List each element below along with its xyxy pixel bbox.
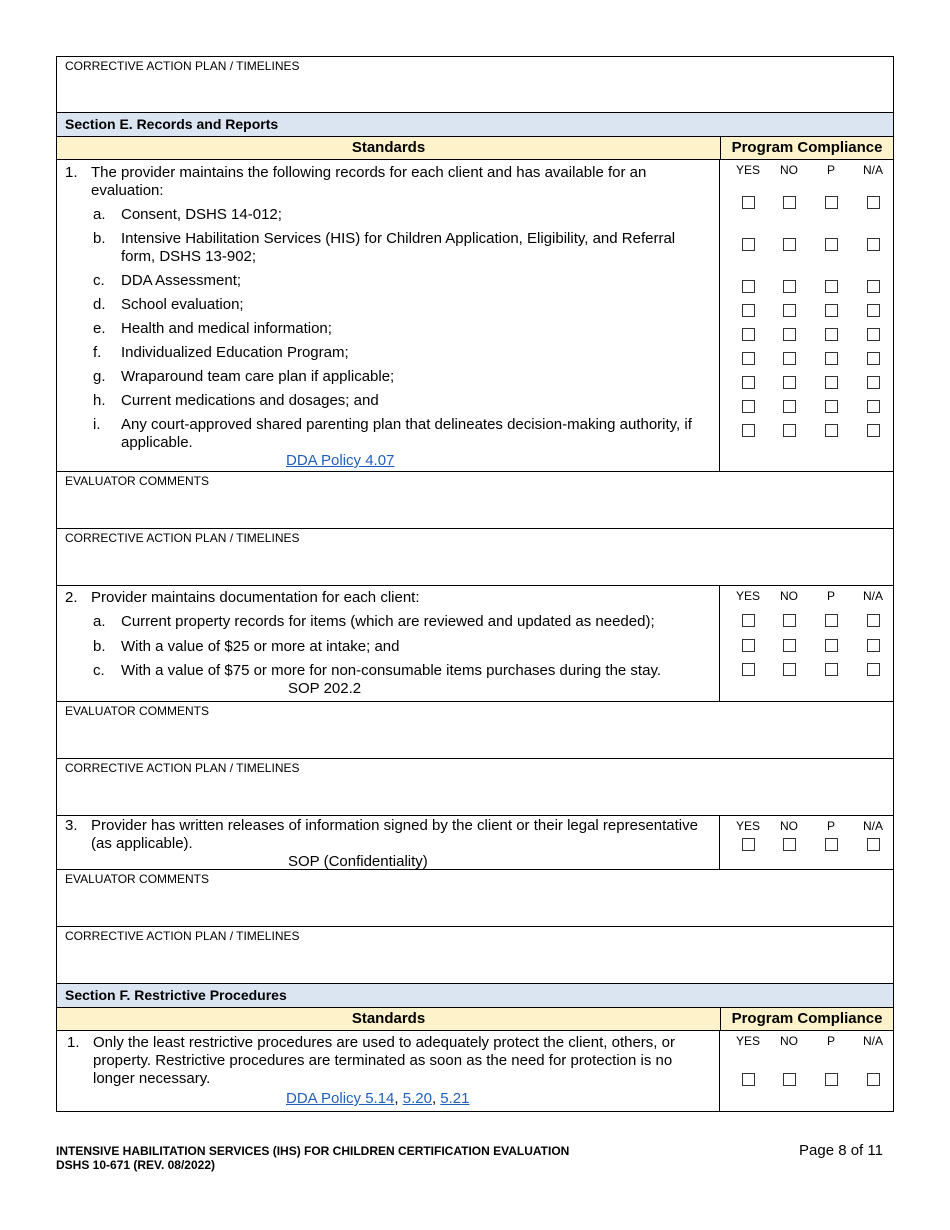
section-e-question-2 (56, 586, 894, 702)
question-text: Provider maintains documentation for each client: (91, 589, 420, 606)
evaluation-form (56, 56, 894, 1112)
checkbox-partial[interactable] (825, 663, 838, 676)
footer-form-info (56, 1144, 569, 1172)
question-number: 1. (65, 164, 78, 181)
corrective-action-box[interactable] (56, 759, 894, 816)
checkbox-yes[interactable] (742, 663, 755, 676)
compliance-col-label: N/A (862, 589, 883, 603)
checkbox-yes[interactable] (742, 280, 755, 293)
section-e-title: Section E. Records and Reports (56, 113, 894, 137)
compliance-cell (720, 1031, 893, 1111)
compliance-col-label: YES (735, 163, 760, 177)
compliance-col-label: P (826, 163, 835, 177)
section-f-title: Section F. Restrictive Procedures (56, 984, 894, 1008)
checkbox-partial[interactable] (825, 196, 838, 209)
checkbox-na[interactable] (867, 280, 880, 293)
checkbox-partial[interactable] (825, 376, 838, 389)
checkbox-partial[interactable] (825, 328, 838, 341)
checkbox-partial[interactable] (825, 424, 838, 437)
checkbox-na[interactable] (867, 376, 880, 389)
checkbox-no[interactable] (783, 1073, 796, 1086)
footer-title: INTENSIVE HABILITATION SERVICES (IHS) FOR CHILDREN CERTIFICATION EVALUATION (56, 1144, 570, 1158)
checkbox-partial[interactable] (825, 238, 838, 251)
checkbox-partial[interactable] (825, 400, 838, 413)
checkbox-na[interactable] (867, 1073, 880, 1086)
checkbox-yes[interactable] (742, 376, 755, 389)
checkbox-partial[interactable] (825, 280, 838, 293)
section-f-header (56, 1008, 894, 1031)
section-e-header (56, 137, 894, 160)
checkbox-yes[interactable] (742, 352, 755, 365)
checkbox-yes[interactable] (742, 238, 755, 251)
checkbox-yes[interactable] (742, 196, 755, 209)
evaluator-comments-box[interactable] (56, 702, 894, 759)
compliance-col-label: YES (735, 1034, 760, 1048)
question-number: 2. (65, 589, 78, 606)
corrective-action-box[interactable] (56, 529, 894, 586)
checkbox-na[interactable] (867, 838, 880, 851)
checkbox-na[interactable] (867, 328, 880, 341)
sop-reference: SOP (Confidentiality) (288, 853, 428, 870)
checkbox-partial[interactable] (825, 838, 838, 851)
question-text: The provider maintains the following records for each client and has available for an evaluation: (91, 164, 647, 199)
standard-text (57, 1031, 720, 1111)
standard-text (57, 816, 720, 869)
compliance-col-label: N/A (862, 163, 883, 177)
checkbox-partial[interactable] (825, 352, 838, 365)
program-compliance-header: Program Compliance (731, 1010, 883, 1027)
policy-reference: DDA Policy 5.14, 5.20, 5.21 (286, 1090, 470, 1107)
policy-link[interactable]: 5.21 (440, 1090, 470, 1107)
question-text: Only the least restrictive procedures are used to adequately protect the client, others, or property. Restrictive procedures are terminated as soon as the need for protection is no longer necessary. (93, 1034, 675, 1087)
corrective-action-box[interactable] (56, 56, 894, 113)
policy-link[interactable]: 5.20 (402, 1090, 432, 1107)
compliance-col-label: NO (780, 819, 798, 833)
checkbox-no[interactable] (783, 352, 796, 365)
checkbox-no[interactable] (783, 424, 796, 437)
section-e-question-3 (56, 816, 894, 870)
evaluator-comments-label: EVALUATOR COMMENTS (65, 704, 210, 718)
standards-header: Standards (57, 1008, 721, 1030)
compliance-col-label: NO (780, 589, 798, 603)
compliance-col-label: N/A (862, 819, 883, 833)
corrective-action-label: CORRECTIVE ACTION PLAN / TIMELINES (65, 761, 300, 775)
checkbox-yes[interactable] (742, 614, 755, 627)
checkbox-partial[interactable] (825, 1073, 838, 1086)
evaluator-comments-box[interactable] (56, 870, 894, 927)
compliance-cell (720, 586, 893, 701)
checkbox-yes[interactable] (742, 328, 755, 341)
checkbox-no[interactable] (783, 196, 796, 209)
compliance-col-label: P (826, 589, 835, 603)
policy-link[interactable]: DDA Policy 5.14 (286, 1090, 395, 1107)
compliance-col-label: NO (780, 1034, 798, 1048)
checkbox-na[interactable] (867, 352, 880, 365)
corrective-action-box[interactable] (56, 927, 894, 984)
question-text: Provider has written releases of information signed by the client or their legal representative (as applicable). (91, 817, 698, 852)
footer-form-number: DSHS 10-671 (REV. 08/2022) (56, 1158, 215, 1172)
checkbox-no[interactable] (783, 663, 796, 676)
checkbox-yes[interactable] (742, 1073, 755, 1086)
section-e-question-1 (56, 160, 894, 472)
checkbox-no[interactable] (783, 280, 796, 293)
corrective-action-label: CORRECTIVE ACTION PLAN / TIMELINES (65, 531, 300, 545)
checkbox-yes[interactable] (742, 639, 755, 652)
checkbox-na[interactable] (867, 196, 880, 209)
compliance-cell (720, 160, 893, 471)
evaluator-comments-box[interactable] (56, 472, 894, 529)
compliance-col-label: YES (735, 819, 760, 833)
sop-reference: SOP 202.2 (288, 680, 362, 697)
compliance-col-label: YES (735, 589, 760, 603)
question-number: 3. (65, 817, 78, 834)
compliance-col-label: N/A (862, 1034, 883, 1048)
standards-header: Standards (57, 137, 721, 159)
checkbox-yes[interactable] (742, 838, 755, 851)
checkbox-na[interactable] (867, 304, 880, 317)
checkbox-na[interactable] (867, 614, 880, 627)
checkbox-no[interactable] (783, 639, 796, 652)
checkbox-no[interactable] (783, 400, 796, 413)
compliance-col-label: P (826, 819, 835, 833)
question-number: 1. (67, 1034, 80, 1051)
corrective-action-label: CORRECTIVE ACTION PLAN / TIMELINES (65, 59, 300, 73)
checkbox-na[interactable] (867, 639, 880, 652)
compliance-col-label: NO (780, 163, 798, 177)
checkbox-no[interactable] (783, 614, 796, 627)
page-number: Page 8 of 11 (799, 1142, 883, 1159)
checkbox-na[interactable] (867, 663, 880, 676)
compliance-col-label: P (826, 1034, 835, 1048)
policy-link[interactable]: DDA Policy 4.07 (286, 452, 395, 469)
checkbox-yes[interactable] (742, 304, 755, 317)
checkbox-no[interactable] (783, 238, 796, 251)
checkbox-no[interactable] (783, 376, 796, 389)
checkbox-yes[interactable] (742, 400, 755, 413)
checkbox-no[interactable] (783, 838, 796, 851)
evaluator-comments-label: EVALUATOR COMMENTS (65, 474, 210, 488)
checkbox-partial[interactable] (825, 614, 838, 627)
checkbox-no[interactable] (783, 328, 796, 341)
compliance-cell (720, 816, 893, 869)
checkbox-na[interactable] (867, 238, 880, 251)
standard-text: 1. The provider maintains the following records for each client and has available for an evaluation: a. Consent, DSHS 14-012; b. Intensive Habilitation Services (HIS) for Children Application, Eligibility, and Referral form, DSHS 13-902; c. DDA Assessment; d. School evaluation; e. Health and medical information; f. Individualized Education Program; g. Wraparound team care plan if applicable; h. Current medications and dosages; and i. Any court-approved shared parenting plan that delineates decision-making authority, if applicable. DDA Policy 4.07 (57, 160, 720, 471)
checkbox-na[interactable] (867, 400, 880, 413)
checkbox-na[interactable] (867, 424, 880, 437)
checkbox-yes[interactable] (742, 424, 755, 437)
standard-text: 2. Provider maintains documentation for each client: a. Current property records for items (which are reviewed and updated as needed); b. With a value of $25 or more at intake; and c. With a value of $75 or more for non-consumable items purchases during the stay. SOP 202.2 (57, 586, 720, 701)
section-f-question-1 (56, 1031, 894, 1112)
evaluator-comments-label: EVALUATOR COMMENTS (65, 872, 210, 886)
checkbox-partial[interactable] (825, 639, 838, 652)
checkbox-no[interactable] (783, 304, 796, 317)
program-compliance-header: Program Compliance (731, 139, 883, 156)
checkbox-partial[interactable] (825, 304, 838, 317)
corrective-action-label: CORRECTIVE ACTION PLAN / TIMELINES (65, 929, 300, 943)
